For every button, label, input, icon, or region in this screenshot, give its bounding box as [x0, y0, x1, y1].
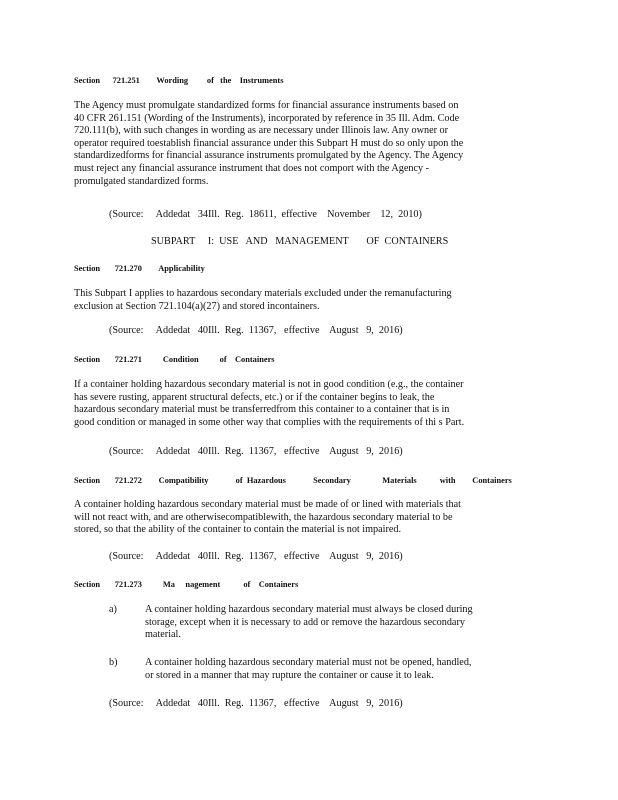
body-line: promulgated standardized forms. [74, 175, 209, 187]
source-note: (Source: Addedat 40Ill. Reg. 11367, effective August 9, 2016) [109, 325, 403, 336]
list-item-a [145, 604, 531, 642]
body-line: will not react with, and are otherwisecompatiblewith, the hazardous secondary material to be [74, 511, 453, 523]
body-line: storage, except when it is necessary to add or remove the hazardous secondary [145, 616, 465, 628]
body-line: must reject any financial assurance instrument that does not comport with the Agency - [74, 162, 430, 174]
body-line: or stored in a manner that may rupture the container or cause it to leak. [145, 669, 434, 681]
section-heading-721-270: Section 721.270 Applicability [74, 264, 205, 273]
section-heading-721-273: Section 721.273 Ma nagement of Containers [74, 580, 299, 589]
list-marker-b: b) [109, 657, 118, 668]
body-line: operator required toestablish financial assurance under this Subpart H must do so only upon the [74, 137, 464, 149]
body-line: A container holding hazardous secondary material must not be opened, handled, [145, 657, 472, 668]
body-line: material. [145, 629, 181, 641]
source-note: (Source: Addedat 40Ill. Reg. 11367, effective August 9, 2016) [109, 698, 403, 709]
section-body-721-270 [74, 288, 532, 313]
section-heading-721-271: Section 721.271 Condition of Containers [74, 355, 275, 364]
body-line: exclusion at Section 721.104(a)(27) and stored incontainers. [74, 300, 320, 312]
source-note: (Source: Addedat 34Ill. Reg. 18611, effective November 12, 2010) [109, 209, 422, 220]
body-line: This Subpart I applies to hazardous secondary materials excluded under the remanufacturing [74, 288, 452, 299]
section-body-721-272 [74, 499, 532, 537]
body-line: 40 CFR 261.151 (Wording of the Instruments), incorporated by reference in 35 Ill. Adm. Code [74, 112, 460, 124]
body-line: A container holding hazardous secondary material must be made of or lined with materials that [74, 499, 462, 510]
section-body-721-251 [74, 100, 532, 188]
body-line: If a container holding hazardous secondary material is not in good condition (e.g., the container [74, 379, 464, 390]
body-line: stored, so that the ability of the container to contain the material is not impaired. [74, 524, 402, 536]
section-body-721-271 [74, 379, 532, 429]
section-heading-721-251: Section 721.251 Wording of the Instruments [74, 76, 284, 85]
subpart-title: SUBPART I: USE AND MANAGEMENT OF CONTAINERS [151, 236, 449, 247]
body-line: The Agency must promulgate standardized forms for financial assurance instruments based on [74, 100, 459, 111]
source-note: (Source: Addedat 40Ill. Reg. 11367, effective August 9, 2016) [109, 446, 403, 457]
body-line: 720.111(b), with such changes in wording as are necessary under Illinois law. Any owner or [74, 125, 449, 137]
body-line: hazardous secondary material must be transferredfrom this container to a container that is in [74, 404, 450, 416]
list-item-b [145, 657, 531, 682]
body-line: standardizedforms for financial assurance instruments promulgated by the Agency. The Agency [74, 150, 464, 162]
list-marker-a: a) [109, 604, 117, 615]
source-note: (Source: Addedat 40Ill. Reg. 11367, effective August 9, 2016) [109, 551, 403, 562]
body-line: good condition or managed in some other way that complies with the requirements of thi s Part. [74, 416, 465, 428]
body-line: has severe rusting, apparent structural defects, etc.) or if the container begins to leak, the [74, 391, 435, 403]
section-heading-721-272: Section 721.272 Compatibility of Hazardous Secondary Materials with Containers [74, 476, 512, 485]
body-line: A container holding hazardous secondary material must always be closed during [145, 604, 473, 615]
